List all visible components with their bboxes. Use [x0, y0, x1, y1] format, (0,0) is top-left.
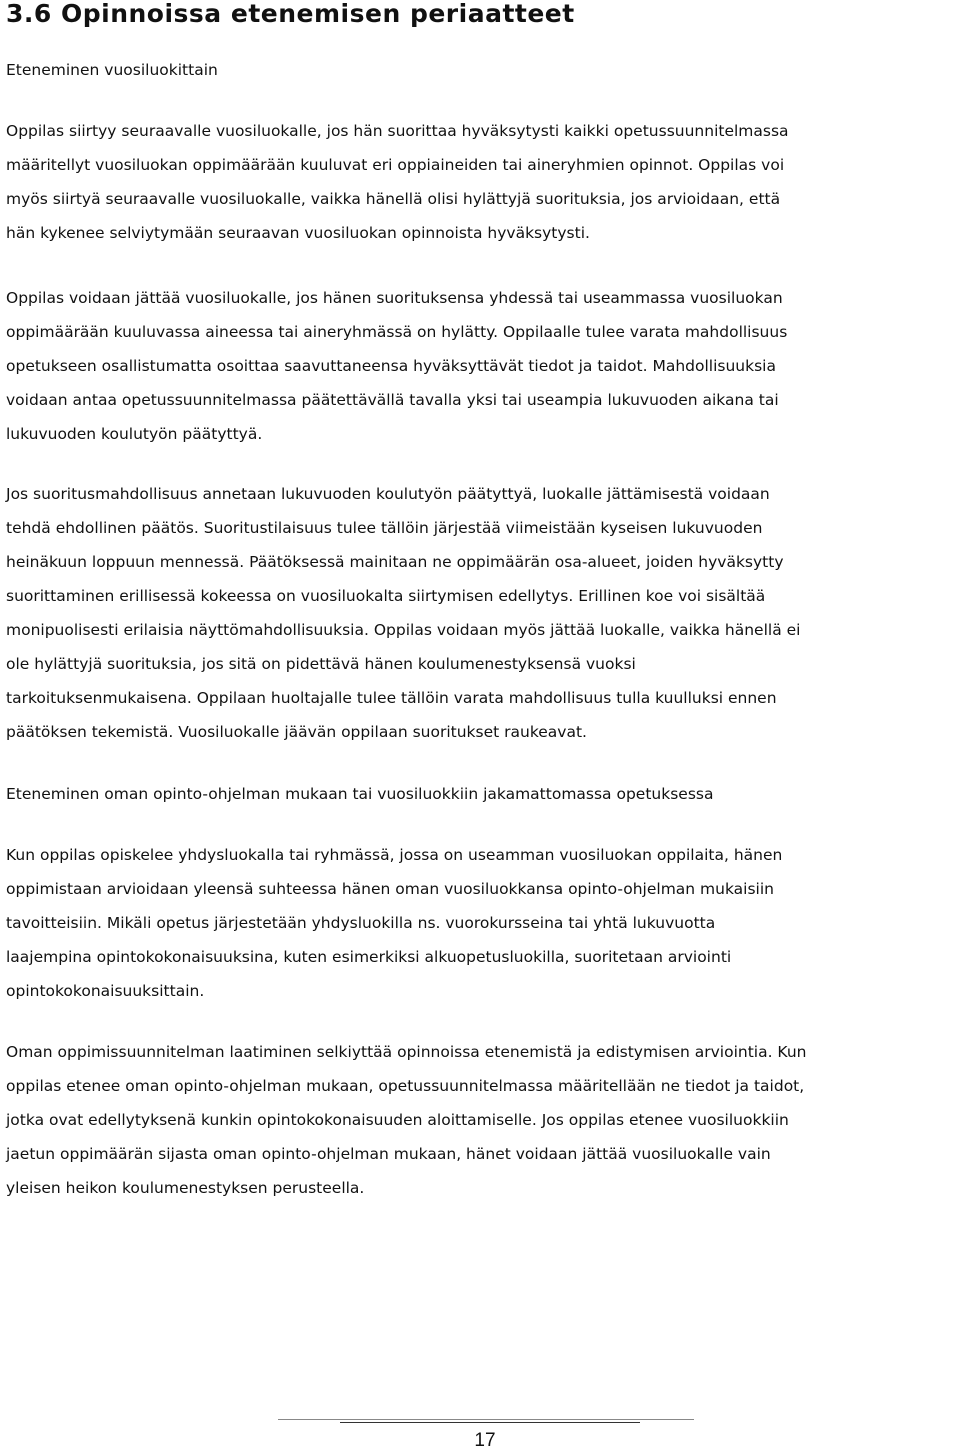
text-line: Jos suoritusmahdollisuus annetaan lukuvuoden koulutyön päätyttyä, luokalle jättämisestä voidaan — [6, 485, 770, 503]
text-line: jaetun oppimäärän sijasta oman opinto-ohjelman mukaan, hänet voidaan jättää vuosiluokalle vain — [6, 1145, 771, 1163]
section-heading: 3.6 Opinnoissa etenemisen periaatteet — [6, 0, 575, 28]
page-number: 17 — [474, 1430, 496, 1451]
text-line: myös siirtyä seuraavalle vuosiluokalle, vaikka hänellä olisi hylättyjä suorituksia, jos arvioidaan, että — [6, 190, 781, 208]
text-line: oppilas etenee oman opinto-ohjelman mukaan, opetussuunnitelmassa määritellään ne tiedot ja taidot, — [6, 1077, 805, 1095]
text-line: opintokokonaisuuksittain. — [6, 982, 205, 1000]
text-line: tehdä ehdollinen päätös. Suoritustilaisuus tulee tällöin järjestää viimeistään kyseisen lukuvuoden — [6, 519, 763, 537]
text-line: Oppilas voidaan jättää vuosiluokalle, jos hänen suorituksensa yhdessä tai useammassa vuosiluokan — [6, 289, 783, 307]
text-line: monipuolisesti erilaisia näyttömahdollisuuksia. Oppilas voidaan myös jättää luokalle, vaikka hänellä ei — [6, 621, 801, 639]
subsection-title-progress-by-grade: Eteneminen vuosiluokittain — [6, 61, 218, 79]
paragraph-combined-classes — [6, 838, 956, 1008]
text-line: oppimäärään kuuluvassa aineessa tai aineryhmässä on hylätty. Oppilaalle tulee varata mahdollisuus — [6, 323, 788, 341]
text-line: lukuvuoden koulutyön päätyttyä. — [6, 425, 263, 443]
text-line: hän kykenee selviytymään seuraavan vuosiluokan opinnoista hyväksytysti. — [6, 224, 590, 242]
text-line: ole hylättyjä suorituksia, jos sitä on pidettävä hänen koulumenestyksensä vuoksi — [6, 655, 636, 673]
paragraph-conditional-decision — [6, 477, 956, 749]
paragraph-grade-promotion — [6, 114, 956, 250]
footer-divider — [278, 1419, 694, 1420]
text-line: voidaan antaa opetussuunnitelmassa päätettävällä tavalla yksi tai useampia lukuvuoden aikana tai — [6, 391, 779, 409]
text-line: Oman oppimissuunnitelman laatiminen selkiyttää opinnoissa etenemistä ja edistymisen arviointia. Kun — [6, 1043, 807, 1061]
text-line: Oppilas siirtyy seuraavalle vuosiluokalle, jos hän suorittaa hyväksytysti kaikki opetussuunnitelmassa — [6, 122, 789, 140]
text-line: oppimistaan arvioidaan yleensä suhteessa hänen oman vuosiluokkansa opinto-ohjelman mukaisiin — [6, 880, 774, 898]
text-line: tarkoituksenmukaisena. Oppilaan huoltajalle tulee tällöin varata mahdollisuus tulla kuulluksi ennen — [6, 689, 777, 707]
text-line: opetukseen osallistumatta osoittaa saavuttaneensa hyväksyttävät tiedot ja taidot. Mahdollisuuksia — [6, 357, 776, 375]
text-line: suorittaminen erillisessä kokeessa on vuosiluokalta siirtymisen edellytys. Erillinen koe voi sisältää — [6, 587, 766, 605]
text-line: Kun oppilas opiskelee yhdysluokalla tai ryhmässä, jossa on useamman vuosiluokan oppilaita, hänen — [6, 846, 783, 864]
paragraph-grade-retention — [6, 281, 956, 451]
subsection-title-own-study-program: Eteneminen oman opinto-ohjelman mukaan tai vuosiluokkiin jakamattomassa opetuksessa — [6, 785, 714, 803]
footer-divider-inner — [340, 1422, 640, 1423]
text-line: päätöksen tekemistä. Vuosiluokalle jäävän oppilaan suoritukset raukeavat. — [6, 723, 587, 741]
text-line: jotka ovat edellytyksenä kunkin opintokokonaisuuden aloittamiselle. Jos oppilas etenee vuosiluokkiin — [6, 1111, 789, 1129]
text-line: yleisen heikon koulumenestyksen perusteella. — [6, 1179, 365, 1197]
text-line: määritellyt vuosiluokan oppimäärään kuuluvat eri oppiaineiden tai aineryhmien opinnot. Oppilas voi — [6, 156, 785, 174]
paragraph-individual-plan — [6, 1035, 956, 1205]
text-line: heinäkuun loppuun mennessä. Päätöksessä mainitaan ne oppimäärän osa-alueet, joiden hyväksytty — [6, 553, 784, 571]
text-line: tavoitteisiin. Mikäli opetus järjestetään yhdysluokilla ns. vuorokursseina tai yhtä lukuvuotta — [6, 914, 716, 932]
text-line: laajempina opintokokonaisuuksina, kuten esimerkiksi alkuopetusluokilla, suoritetaan arviointi — [6, 948, 732, 966]
